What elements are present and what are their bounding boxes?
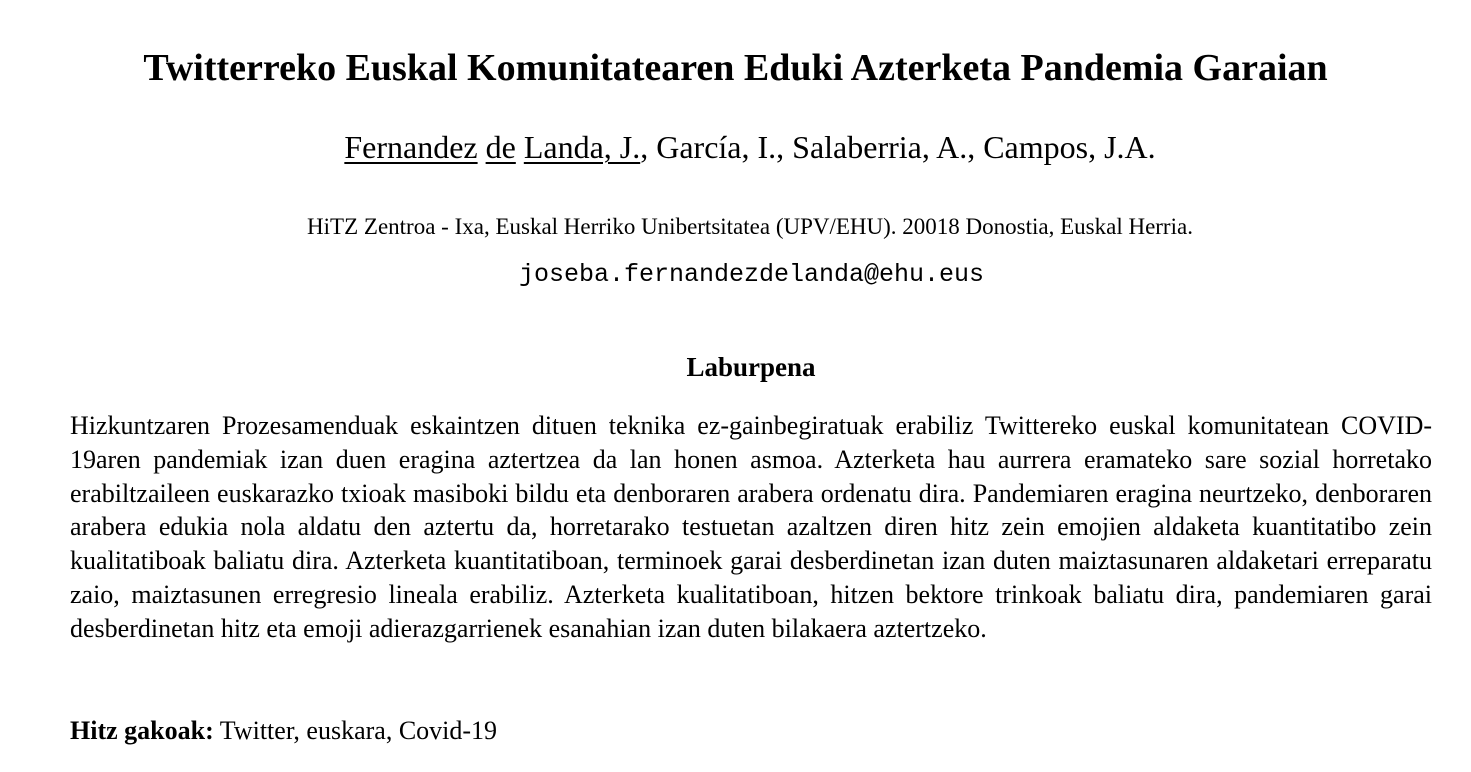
paper-title: Twitterreko Euskal Komunitatearen Eduki Azterketa Pandemia Garaian [143,47,1328,89]
abstract-heading: Laburpena [686,352,816,382]
contact-email: joseba.fernandezdelanda@ehu.eus [518,260,985,289]
keywords-values: Twitter, euskara, Covid-19 [219,716,498,745]
author-underlined-name: Landa, J. [523,129,641,165]
author-underlined-name: de [485,129,516,165]
author-names: , García, I., Salaberria, A., Campos, J.A. [640,129,1156,165]
keywords-line [70,714,497,748]
author-list [0,126,1471,168]
abstract-text: Hizkuntzaren Prozesamenduak eskaintzen dituen teknika ez-gainbegiratuak erabiliz Twittereko euskal komunitatean COVID-19aren pandemiak izan duen eragina aztertzea da lan honen asmoa. Azterketa hau aurrera eramateko sare sozial horretako erabiltzaileen euskarazko txioak masiboki bildu eta denboraren arabera ordenatu dira. Pandemiaren eragina neurtzeko, denboraren arabera edukia nola aldatu den aztertu da, horretarako testuetan azaltzen diren hitz zein emojien aldaketa kuantitatibo zein kualitatiboak baliatu dira. Azterketa kuantitatiboan, terminoek garai desberdinetan izan duten maiztasunaren aldaketari erreparatu zaio, maiztasunen erregresio lineala erabiliz. Azterketa kualitatiboan, hitzen bektore trinkoak baliatu dira, pandemiaren garai desberdinetan hitz eta emoji adierazgarrienek esanahian izan duten bilakaera aztertzeko. [70,411,1432,643]
author-underlined-name: Fernandez [344,129,478,165]
keywords-label: Hitz gakoak: [70,716,214,745]
affiliation: HiTZ Zentroa - Ixa, Euskal Herriko Unibertsitatea (UPV/EHU). 20018 Donostia, Euskal Herria. [307,214,1193,239]
